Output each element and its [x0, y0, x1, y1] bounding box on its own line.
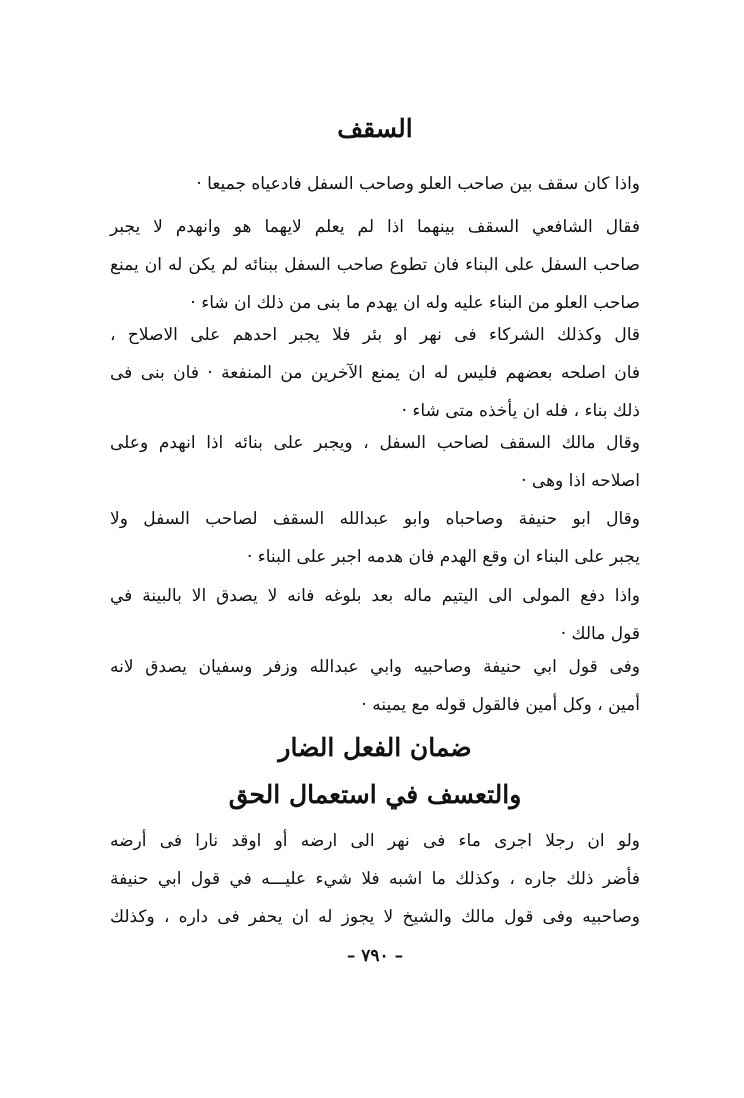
text-line: وقال ابو حنيفة وصاحباه وابو عبدالله السقف لصاحب السفل ولا	[110, 509, 640, 529]
text-line: صاحب العلو من البناء عليه وله ان يهدم ما بنى من ذلك ان شاء ·	[190, 293, 640, 313]
section-heading-harmful-act: ضمان الفعل الضار	[278, 733, 472, 762]
document-page	[110, 0, 640, 1098]
text-line: اصلاحه اذا وهى ·	[521, 471, 640, 491]
paragraph-abu-hanifa-opinion	[110, 500, 640, 576]
paragraph-water-fire	[110, 822, 640, 936]
text-line: قال وكذلك الشركاء فى نهر او بئر فلا يجبر احدهم على الاصلاح ،	[110, 325, 640, 345]
text-line: واذا كان سقف بين صاحب العلو وصاحب السفل فادعياه جميعا ·	[196, 174, 640, 194]
text-line: وفى قول ابي حنيفة وصاحبيه وابي عبدالله وزفر وسفيان يصدق لانه	[110, 657, 640, 677]
page-number: – ٧٩٠ –	[346, 946, 404, 966]
paragraph-trustee-oath	[110, 648, 640, 724]
text-line: وقال مالك السقف لصاحب السفل ، ويجبر على بنائه اذا انهدم وعلى	[110, 433, 640, 453]
paragraph-malik-opinion	[110, 424, 640, 500]
text-line: ذلك بناء ، فله ان يأخذه متى شاء ·	[401, 401, 640, 421]
section-heading-abuse-of-right: والتعسف في استعمال الحق	[228, 780, 522, 809]
text-line: فقال الشافعي السقف بينهما اذا لم يعلم لايهما هو وانهدم لا يجبر	[110, 217, 640, 237]
text-line: وصاحبيه وفى قول مالك والشيخ لا يجوز له ان يحفر فى داره ، وكذلك	[110, 907, 640, 927]
text-line: قول مالك ·	[560, 624, 640, 644]
paragraph-partners-river	[110, 316, 640, 430]
text-line: ولو ان رجلا اجرى ماء فى نهر الى ارضه أو اوقد نارا فى أرضه	[110, 831, 640, 851]
paragraph-orphan-property	[110, 577, 640, 653]
text-line: صاحب السفل على البناء فان تطوع صاحب السفل ببنائه لم يكن له ان يمنع	[110, 255, 640, 275]
paragraph-shafii-opinion	[110, 208, 640, 322]
text-line: أمين ، وكل أمين فالقول قوله مع يمينه ·	[361, 695, 640, 715]
text-line: فأضر ذلك جاره ، وكذلك ما اشبه فلا شيء عليـــه في قول ابي حنيفة	[110, 869, 640, 889]
text-line: فان اصلحه بعضهم فليس له ان يمنع الآخرين من المنفعة · فان بنى فى	[110, 363, 640, 383]
text-line: يجبر على البناء ان وقع الهدم فان هدمه اجبر على البناء ·	[246, 547, 640, 567]
paragraph-roof-dispute	[110, 165, 640, 203]
section-heading-roof: السقف	[337, 114, 413, 143]
text-line: واذا دفع المولى الى اليتيم ماله بعد بلوغه فانه لا يصدق الا بالبينة في	[110, 586, 640, 606]
